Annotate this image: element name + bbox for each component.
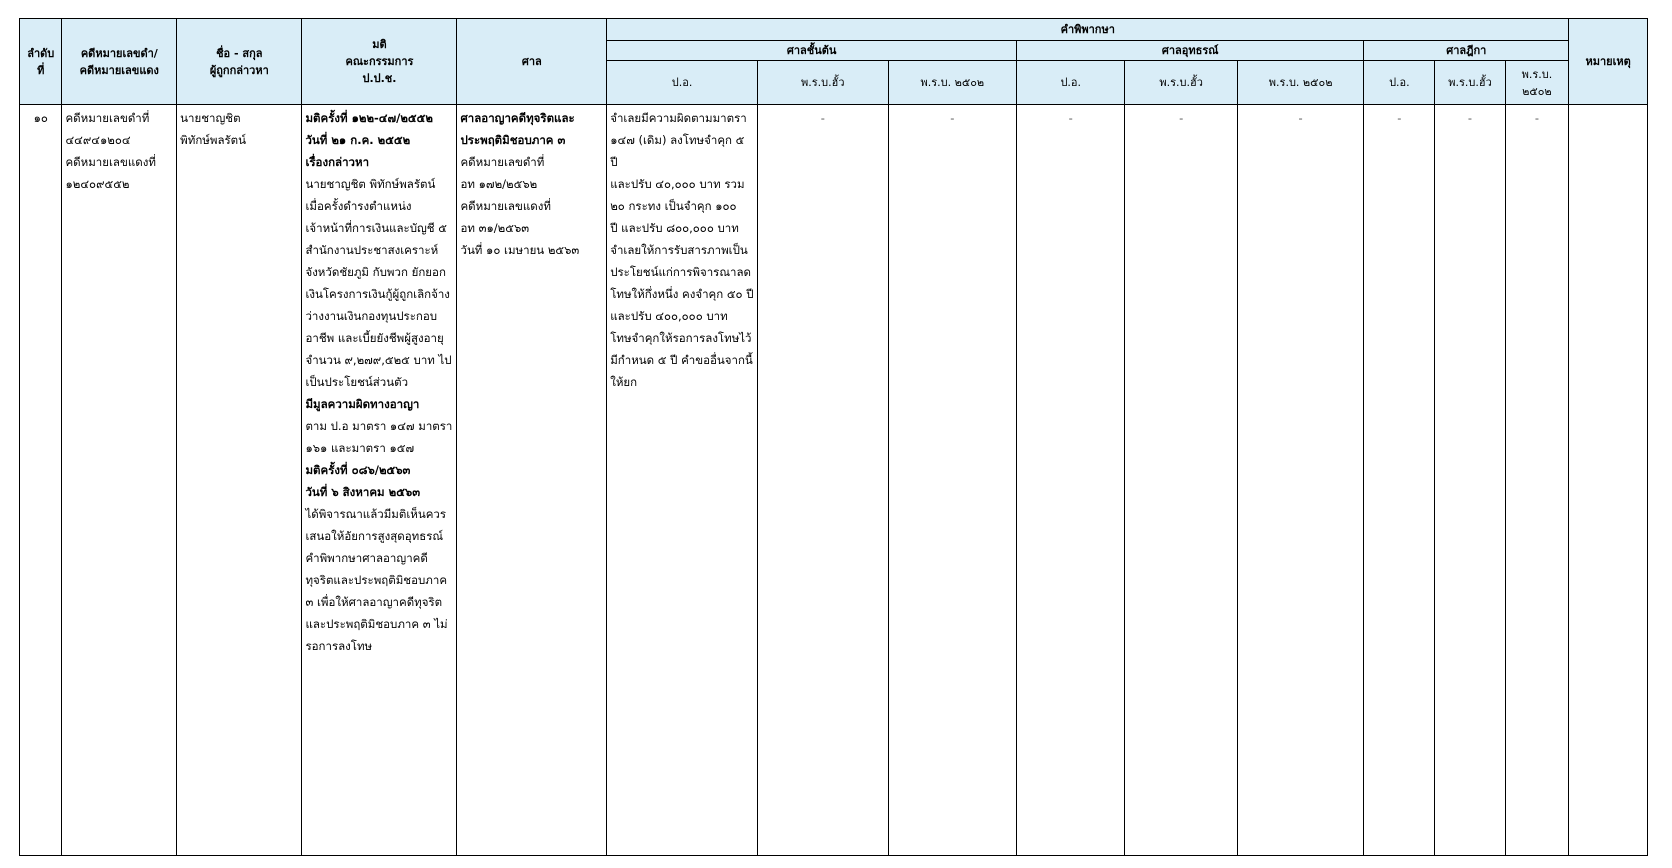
judgment-table <box>19 18 1648 856</box>
cell-court: ศาลอาญาคดีทุจริตและ ประพฤติมิชอบภาค ๓ คดีหมายเลขดำที่ อท ๑๗๒/๒๕๖๒ คดีหมายเลขแดงที่ อท ๓๑/๒๕๖๓ วันที่ ๑๐ เมษายน ๒๕๖๓ <box>457 105 607 856</box>
cell-case-no: คดีหมายเลขดำที่ ๔๔๙๔๑๒๐๔ คดีหมายเลขแดงที่ ๑๒๔๐๙๕๕๒ <box>62 105 177 856</box>
cell-supreme-prb-2502: - <box>1505 105 1569 856</box>
cell-supreme-prb-hua: - <box>1435 105 1505 856</box>
header-remark: หมายเหตุ <box>1569 19 1648 105</box>
cell-supreme-po: - <box>1364 105 1435 856</box>
cell-first-prb-hua: - <box>757 105 888 856</box>
cell-first-prb-2502: - <box>888 105 1016 856</box>
cell-no: ๑๐ <box>20 105 62 856</box>
header-appeal-prb-2502: พ.ร.บ. ๒๕๐๒ <box>1237 61 1363 105</box>
header-first-prb-2502: พ.ร.บ. ๒๕๐๒ <box>888 61 1016 105</box>
cell-remark <box>1569 105 1648 856</box>
header-case-no: คดีหมายเลขดำ/ คดีหมายเลขแดง <box>62 19 177 105</box>
table-row <box>20 105 1648 856</box>
header-first-prb-hua: พ.ร.บ.ฮั้ว <box>757 61 888 105</box>
cell-first-po: จำเลยมีความผิดตามมาตรา ๑๔๗ (เดิม) ลงโทษจำคุก ๕ ปี และปรับ ๔๐,๐๐๐ บาท รวม ๒๐ กระทง เป็นจำคุก ๑๐๐ ปี และปรับ ๘๐๐,๐๐๐ บาท จำเลยให้การรับสารภาพเป็น ประโยชน์แก่การพิจารณาลด โทษให้กึ่งหนึ่ง คงจำคุก ๕๐ ปี และปรับ ๔๐๐,๐๐๐ บาท โทษจำคุกให้รอการลงโทษไว้ มีกำหนด ๕ ปี คำขออื่นจากนี้ ให้ยก <box>607 105 758 856</box>
header-first-po: ป.อ. <box>607 61 758 105</box>
header-court-appeal: ศาลอุทธรณ์ <box>1017 41 1364 61</box>
cell-appeal-po: - <box>1017 105 1125 856</box>
header-court: ศาล <box>457 19 607 105</box>
cell-name: นายชาญชิต พิทักษ์พลรัตน์ <box>177 105 302 856</box>
header-judgment: คำพิพากษา <box>607 19 1569 41</box>
header-court-first: ศาลชั้นต้น <box>607 41 1017 61</box>
cell-appeal-prb-2502: - <box>1237 105 1363 856</box>
header-no: ลำดับ ที่ <box>20 19 62 105</box>
cell-resolution: มติครั้งที่ ๑๒๒-๔๗/๒๕๕๒ วันที่ ๒๑ ก.ค. ๒๕๕๒ เรื่องกล่าวหา นายชาญชิต พิทักษ์พลรัตน์ เมื่อครั้งดำรงตำแหน่ง เจ้าหน้าที่การเงินและบัญชี ๕ สำนักงานประชาสงเคราะห์ จังหวัดชัยภูมิ กับพวก ยักยอก เงินโครงการเงินกู้ผู้ถูกเลิกจ้าง ว่างงานเงินกองทุนประกอบ อาชีพ และเบี้ยยังชีพผู้สูงอายุ จำนวน ๙,๒๗๙,๕๒๕ บาท ไป เป็นประโยชน์ส่วนตัว มีมูลความผิดทางอาญา ตาม ป.อ มาตรา ๑๔๗ มาตรา ๑๖๑ และมาตรา ๑๕๗ มติครั้งที่ ๐๘๖/๒๕๖๓ วันที่ ๖ สิงหาคม ๒๕๖๓ ได้พิจารณาแล้วมีมติเห็นควร เสนอให้อัยการสูงสุดอุทธรณ์ คำพิพากษาศาลอาญาคดี ทุจริตและประพฤติมิชอบภาค ๓ เพื่อให้ศาลอาญาคดีทุจริต และประพฤติมิชอบภาค ๓ ไม่ รอการลงโทษ <box>302 105 457 856</box>
header-supreme-prb-hua: พ.ร.บ.ฮั้ว <box>1435 61 1505 105</box>
header-appeal-prb-hua: พ.ร.บ.ฮั้ว <box>1125 61 1238 105</box>
header-supreme-po: ป.อ. <box>1364 61 1435 105</box>
header-appeal-po: ป.อ. <box>1017 61 1125 105</box>
header-supreme-prb-2502: พ.ร.บ. ๒๕๐๒ <box>1505 61 1569 105</box>
header-name: ชื่อ - สกุล ผู้ถูกกล่าวหา <box>177 19 302 105</box>
cell-appeal-prb-hua: - <box>1125 105 1238 856</box>
header-court-supreme: ศาลฎีกา <box>1364 41 1569 61</box>
header-resolution: มติ คณะกรรมการ ป.ป.ช. <box>302 19 457 105</box>
